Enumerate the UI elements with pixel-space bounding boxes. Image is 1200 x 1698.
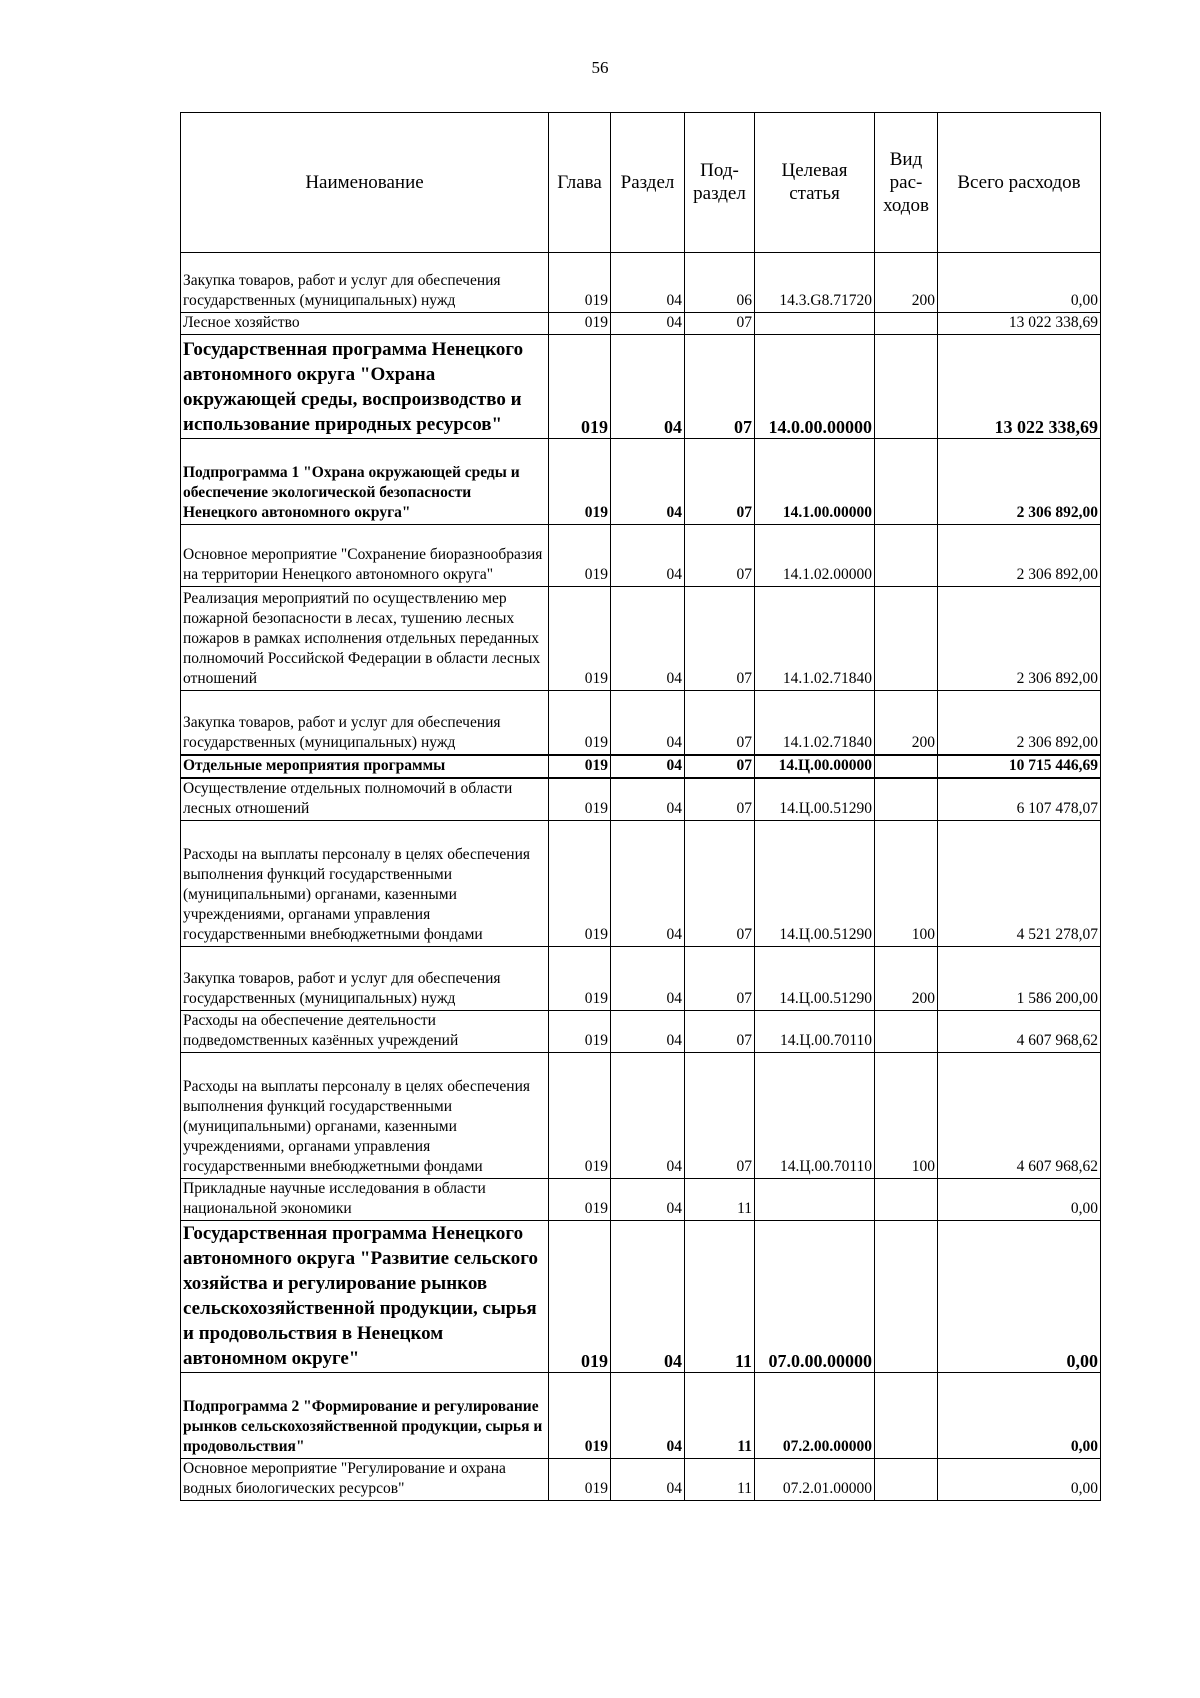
table-row	[181, 691, 1101, 755]
row-target	[755, 1178, 875, 1220]
row-total: 4 607 968,62	[938, 1052, 1101, 1178]
row-vid	[875, 587, 938, 691]
row-podrazdel: 07	[685, 525, 755, 587]
header-razdel: Раздел	[611, 113, 685, 253]
row-total: 0,00	[938, 1458, 1101, 1500]
row-name: Расходы на выплаты персоналу в целях обеспечения выполнения функций государственными (муниципальными) органами, казенными учреждениями, органами управления государственными внебюджетными фондами	[181, 1052, 549, 1178]
row-total: 6 107 478,07	[938, 778, 1101, 821]
row-razdel: 04	[611, 1458, 685, 1500]
row-total: 13 022 338,69	[938, 313, 1101, 335]
row-podrazdel: 11	[685, 1178, 755, 1220]
row-glava: 019	[549, 778, 611, 821]
table-row	[181, 1220, 1101, 1372]
row-target: 14.1.02.71840	[755, 587, 875, 691]
row-name: Государственная программа Ненецкого автономного округа "Охрана окружающей среды, воспроизводство и использование природных ресурсов"	[181, 335, 549, 439]
row-vid	[875, 439, 938, 525]
row-vid: 100	[875, 820, 938, 946]
row-glava: 019	[549, 313, 611, 335]
row-vid: 100	[875, 1052, 938, 1178]
header-glava: Глава	[549, 113, 611, 253]
row-target: 07.0.00.00000	[755, 1220, 875, 1372]
row-total: 10 715 446,69	[938, 755, 1101, 778]
row-total: 0,00	[938, 1220, 1101, 1372]
row-target: 14.1.02.00000	[755, 525, 875, 587]
row-name: Основное мероприятие "Регулирование и охрана водных биологических ресурсов"	[181, 1458, 549, 1500]
table-row	[181, 1458, 1101, 1500]
table-row	[181, 946, 1101, 1010]
row-podrazdel: 07	[685, 691, 755, 755]
row-razdel: 04	[611, 1372, 685, 1458]
row-glava: 019	[549, 820, 611, 946]
row-podrazdel: 07	[685, 1052, 755, 1178]
row-target: 14.Ц.00.51290	[755, 778, 875, 821]
row-target: 14.Ц.00.70110	[755, 1010, 875, 1052]
row-podrazdel: 07	[685, 313, 755, 335]
table-row	[181, 1372, 1101, 1458]
table-row	[181, 755, 1101, 778]
row-glava: 019	[549, 1052, 611, 1178]
row-razdel: 04	[611, 946, 685, 1010]
row-name: Прикладные научные исследования в области национальной экономики	[181, 1178, 549, 1220]
row-razdel: 04	[611, 691, 685, 755]
row-target: 14.Ц.00.51290	[755, 820, 875, 946]
row-razdel: 04	[611, 313, 685, 335]
row-vid	[875, 755, 938, 778]
row-target	[755, 313, 875, 335]
row-vid	[875, 525, 938, 587]
row-total: 2 306 892,00	[938, 439, 1101, 525]
table-row	[181, 525, 1101, 587]
row-name: Государственная программа Ненецкого автономного округа "Развитие сельского хозяйства и регулирование рынков сельскохозяйственной продукции, сырья и продовольствия в Ненецком автономном округе"	[181, 1220, 549, 1372]
row-glava: 019	[549, 439, 611, 525]
row-glava: 019	[549, 946, 611, 1010]
table-row	[181, 1052, 1101, 1178]
row-name: Закупка товаров, работ и услуг для обеспечения государственных (муниципальных) нужд	[181, 946, 549, 1010]
row-glava: 019	[549, 1458, 611, 1500]
header-podrazdel: Под-раздел	[685, 113, 755, 253]
row-podrazdel: 07	[685, 778, 755, 821]
row-glava: 019	[549, 691, 611, 755]
row-razdel: 04	[611, 820, 685, 946]
row-razdel: 04	[611, 587, 685, 691]
row-total: 0,00	[938, 253, 1101, 313]
row-vid	[875, 335, 938, 439]
row-total: 0,00	[938, 1372, 1101, 1458]
row-target: 14.1.00.00000	[755, 439, 875, 525]
row-total: 2 306 892,00	[938, 691, 1101, 755]
row-vid	[875, 1220, 938, 1372]
row-podrazdel: 07	[685, 755, 755, 778]
row-podrazdel: 07	[685, 335, 755, 439]
table-row	[181, 439, 1101, 525]
row-vid	[875, 1458, 938, 1500]
row-podrazdel: 07	[685, 820, 755, 946]
row-name: Расходы на обеспечение деятельности подведомственных казённых учреждений	[181, 1010, 549, 1052]
row-glava: 019	[549, 335, 611, 439]
row-total: 13 022 338,69	[938, 335, 1101, 439]
row-target: 14.Ц.00.70110	[755, 1052, 875, 1178]
row-podrazdel: 07	[685, 1010, 755, 1052]
row-razdel: 04	[611, 778, 685, 821]
row-vid	[875, 1372, 938, 1458]
header-name: Наименование	[181, 113, 549, 253]
row-target: 14.Ц.00.00000	[755, 755, 875, 778]
row-target: 07.2.01.00000	[755, 1458, 875, 1500]
row-glava: 019	[549, 755, 611, 778]
row-total: 2 306 892,00	[938, 587, 1101, 691]
table-row	[181, 778, 1101, 821]
table-row	[181, 1178, 1101, 1220]
row-razdel: 04	[611, 253, 685, 313]
row-razdel: 04	[611, 439, 685, 525]
row-podrazdel: 11	[685, 1220, 755, 1372]
row-name: Закупка товаров, работ и услуг для обеспечения государственных (муниципальных) нужд	[181, 691, 549, 755]
row-podrazdel: 07	[685, 439, 755, 525]
row-name: Реализация мероприятий по осуществлению мер пожарной безопасности в лесах, тушению лесных пожаров в рамках исполнения отдельных переданных полномочий Российской Федерации в области лесных отношений	[181, 587, 549, 691]
table-row	[181, 1010, 1101, 1052]
row-podrazdel: 06	[685, 253, 755, 313]
header-vid: Вид рас-ходов	[875, 113, 938, 253]
row-name: Подпрограмма 1 "Охрана окружающей среды и обеспечение экологической безопасности Ненецкого автономного округа"	[181, 439, 549, 525]
row-target: 14.0.00.00000	[755, 335, 875, 439]
row-razdel: 04	[611, 755, 685, 778]
page-number: 56	[591, 58, 609, 77]
row-total: 0,00	[938, 1178, 1101, 1220]
row-vid: 200	[875, 691, 938, 755]
row-target: 14.Ц.00.51290	[755, 946, 875, 1010]
row-razdel: 04	[611, 1010, 685, 1052]
row-name: Расходы на выплаты персоналу в целях обеспечения выполнения функций государственными (муниципальными) органами, казенными учреждениями, органами управления государственными внебюджетными фондами	[181, 820, 549, 946]
row-razdel: 04	[611, 1052, 685, 1178]
row-name: Подпрограмма 2 "Формирование и регулирование рынков сельскохозяйственной продукции, сырья и продовольствия"	[181, 1372, 549, 1458]
row-name: Лесное хозяйство	[181, 313, 549, 335]
row-vid: 200	[875, 946, 938, 1010]
table-header-row	[181, 113, 1101, 253]
row-name: Основное мероприятие "Сохранение биоразнообразия на территории Ненецкого автономного округа"	[181, 525, 549, 587]
table-row	[181, 313, 1101, 335]
row-razdel: 04	[611, 335, 685, 439]
row-podrazdel: 11	[685, 1372, 755, 1458]
row-glava: 019	[549, 587, 611, 691]
row-target: 14.3.G8.71720	[755, 253, 875, 313]
row-podrazdel: 07	[685, 587, 755, 691]
row-vid	[875, 1010, 938, 1052]
budget-table	[180, 112, 1101, 1501]
row-glava: 019	[549, 525, 611, 587]
row-razdel: 04	[611, 1220, 685, 1372]
row-razdel: 04	[611, 525, 685, 587]
row-podrazdel: 11	[685, 1458, 755, 1500]
row-total: 1 586 200,00	[938, 946, 1101, 1010]
row-glava: 019	[549, 253, 611, 313]
row-vid: 200	[875, 253, 938, 313]
row-name: Отдельные мероприятия программы	[181, 755, 549, 778]
row-total: 2 306 892,00	[938, 525, 1101, 587]
row-name: Закупка товаров, работ и услуг для обеспечения государственных (муниципальных) нужд	[181, 253, 549, 313]
row-razdel: 04	[611, 1178, 685, 1220]
row-podrazdel: 07	[685, 946, 755, 1010]
row-vid	[875, 313, 938, 335]
table-row	[181, 253, 1101, 313]
row-total: 4 521 278,07	[938, 820, 1101, 946]
row-target: 14.1.02.71840	[755, 691, 875, 755]
header-target: Целевая статья	[755, 113, 875, 253]
row-glava: 019	[549, 1220, 611, 1372]
row-glava: 019	[549, 1178, 611, 1220]
table-row	[181, 335, 1101, 439]
row-total: 4 607 968,62	[938, 1010, 1101, 1052]
row-vid	[875, 1178, 938, 1220]
row-vid	[875, 778, 938, 821]
table-row	[181, 587, 1101, 691]
row-target: 07.2.00.00000	[755, 1372, 875, 1458]
row-glava: 019	[549, 1372, 611, 1458]
table-row	[181, 820, 1101, 946]
row-glava: 019	[549, 1010, 611, 1052]
row-name: Осуществление отдельных полномочий в области лесных отношений	[181, 778, 549, 821]
header-total: Всего расходов	[938, 113, 1101, 253]
